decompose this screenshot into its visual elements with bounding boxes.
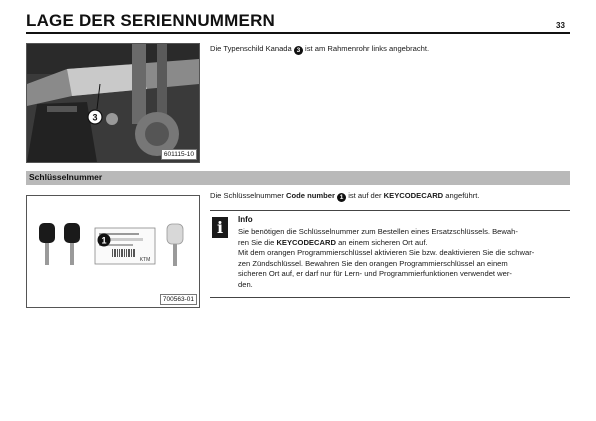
header-rule — [26, 32, 570, 34]
text-span: angeführt. — [445, 191, 480, 200]
section-header — [26, 171, 570, 185]
info-line: Mit dem orangen Programmierschlüssel aktivieren Sie bzw. deaktivieren Sie die schwar- — [238, 248, 535, 257]
page-title: LAGE DER SERIENNUMMERN — [26, 11, 276, 30]
info-line: sicheren Ort auf, er darf nur für Lern- und Programmierfunktionen verwendet wer- — [238, 269, 512, 278]
callout-label: 1 — [101, 235, 107, 246]
frame-photo-illustration — [27, 44, 199, 162]
marker-icon: 3 — [294, 46, 303, 55]
keycodecard-label: KEYCODECARD — [276, 237, 336, 247]
code-number-label: Code number — [285, 191, 335, 200]
keys-photo — [26, 195, 200, 308]
keycode-paragraph — [210, 191, 480, 202]
text-span: ist auf der — [348, 191, 382, 200]
text-span: Die Schlüsselnummer — [210, 191, 284, 200]
info-icon: i — [212, 217, 228, 238]
card-brand: KTM — [139, 257, 151, 263]
info-top-rule — [210, 210, 570, 211]
keys-photo-illustration — [27, 196, 199, 307]
info-line: Sie benötigen die Schlüsselnummer zum Bestellen eines Ersatzschlüssels. Bewah- — [238, 227, 518, 236]
info-line: den. — [238, 279, 253, 289]
info-line — [238, 238, 534, 249]
info-title: Info — [238, 215, 253, 224]
figure-code: 601115-10 — [161, 149, 197, 160]
info-bottom-rule — [210, 297, 570, 298]
text-span: ren Sie die — [238, 237, 275, 247]
marker-icon: 1 — [337, 193, 346, 202]
text-span: an einem sicheren Ort auf. — [338, 237, 428, 247]
text-span: ist am Rahmenrohr links angebracht. — [305, 44, 430, 53]
callout-label: 3 — [92, 112, 98, 123]
page-number: 33 — [556, 21, 565, 30]
figure-code: 700563-01 — [160, 294, 197, 305]
nameplate-paragraph — [210, 44, 429, 55]
info-line: zen Zündschlüssel. Bewahren Sie den orangen Programmierschlüssel an einem — [238, 258, 508, 268]
frame-photo — [26, 43, 200, 163]
section-title: Schlüsselnummer — [29, 172, 103, 182]
info-text — [238, 227, 534, 290]
keycodecard-label: KEYCODECARD — [383, 191, 444, 200]
text-span: Die Typenschild Kanada — [210, 44, 292, 53]
